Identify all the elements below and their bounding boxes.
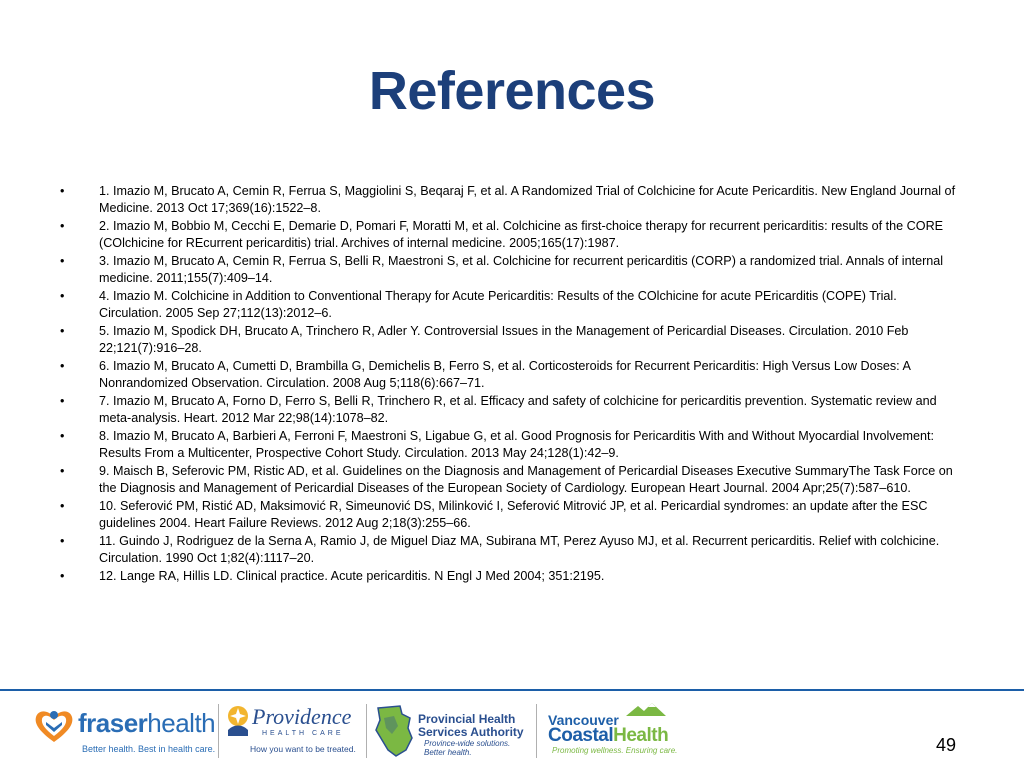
mountain-icon [626, 702, 666, 716]
reference-text: 12. Lange RA, Hillis LD. Clinical practice. Acute pericarditis. N Engl J Med 2004; 351:2195. [99, 569, 605, 583]
reference-item [58, 463, 963, 497]
bullet: • [60, 534, 65, 548]
bullet: • [60, 219, 65, 233]
phsa-name-line2: Services Authority [418, 725, 524, 739]
reference-text: 9. Maisch B, Seferovic PM, Ristic AD, et al. Guidelines on the Diagnosis and Management of Pericardial Diseases Executive SummaryThe Task Force on the Diagnosis and Management of Pericardial Diseases of the European Society of Cardiology. European Heart Journal. 2004 Apr;25(7):587–610. [99, 464, 953, 495]
reference-text: 8. Imazio M, Brucato A, Barbieri A, Ferroni F, Maestroni S, Ligabue G, et al. Good Prognosis for Pericarditis With and Without Myocardial Involvement: Results From a Multicenter, Prospective Cohort Study. Circulation. 2013 May 24;128(1):42–9. [99, 429, 935, 460]
phsa-logo [374, 702, 534, 762]
logo-separator [218, 704, 219, 758]
phsa-tagline-line2: Better health. [424, 748, 472, 757]
providence-tagline: How you want to be treated. [250, 744, 356, 754]
bullet: • [60, 569, 65, 583]
bullet: • [60, 184, 65, 198]
vch-name-health: Health [613, 725, 669, 746]
reference-item [58, 253, 963, 287]
reference-item [58, 323, 963, 357]
reference-item [58, 498, 963, 532]
vch-name-coastal: Coastal [548, 725, 614, 746]
bullet: • [60, 359, 65, 373]
reference-item [58, 183, 963, 217]
reference-item [58, 358, 963, 392]
bullet: • [60, 499, 65, 513]
bullet: • [60, 324, 65, 338]
reference-text: 5. Imazio M, Spodick DH, Brucato A, Trinchero R, Adler Y. Controversial Issues in the Management of Pericardial Diseases. Circulation. 2010 Feb 22;121(7):916–28. [99, 324, 909, 355]
vch-logo [546, 702, 676, 762]
reference-item [58, 428, 963, 462]
bullet: • [60, 464, 65, 478]
reference-text: 10. Seferović PM, Ristić AD, Maksimović R, Simeunović DS, Milinković I, Seferović Mitrović JP, et al. Pericardial syndromes: an update after the ESC guidelines 2004. Heart Failure Reviews. 2012 Aug 2;18(3):255–66. [99, 499, 928, 530]
reference-item [58, 533, 963, 567]
reference-item [58, 393, 963, 427]
vch-tagline: Promoting wellness. Ensuring care. [552, 746, 678, 755]
bullet: • [60, 394, 65, 408]
bullet: • [60, 254, 65, 268]
providence-subtitle: HEALTH CARE [262, 730, 344, 737]
fraser-health-name-light: health [147, 708, 216, 738]
footer-logos [0, 700, 1024, 764]
heart-figure-icon [32, 706, 76, 746]
reference-text: 3. Imazio M, Brucato A, Cemin R, Ferrua S, Belli R, Maestroni S, et al. Colchicine for recurrent pericarditis (CORP) a randomized trial. Annals of internal medicine. 2011;155(7):409–14. [99, 254, 944, 285]
phsa-tagline-line1: Province-wide solutions. [424, 739, 511, 748]
bullet: • [60, 429, 65, 443]
phsa-name-line1: Provincial Health [418, 712, 516, 726]
bc-map-icon [374, 704, 414, 758]
references-list [58, 183, 963, 586]
reference-item [58, 568, 963, 585]
logo-separator [536, 704, 537, 758]
bullet: • [60, 289, 65, 303]
providence-wordmark: Providence [252, 704, 352, 729]
reference-text: 4. Imazio M. Colchicine in Addition to Conventional Therapy for Acute Pericarditis: Results of the COlchicine for acute PEricarditis (COPE) Trial. Circulation. 2005 Sep 27;112(13):2012–6. [99, 289, 897, 320]
logo-separator [366, 704, 367, 758]
reference-text: 7. Imazio M, Brucato A, Forno D, Ferro S, Belli R, Trinchero R, et al. Efficacy and safety of colchicine for pericarditis prevention. Systematic review and meta-analysis. Heart. 2012 Mar 22;98(14):1078–82. [99, 394, 937, 425]
vch-name-line1: Vancouver [548, 712, 619, 728]
reference-text: 6. Imazio M, Brucato A, Cumetti D, Brambilla G, Demichelis B, Ferro S, et al. Corticosteroids for Recurrent Pericarditis: High Versus Low Doses: A Nonrandomized Observation. Circulation. 2008 Aug 5;118(6):667–71. [99, 359, 911, 390]
reference-item [58, 288, 963, 322]
slide-title: References [368, 61, 656, 121]
fraser-health-logo [32, 702, 216, 762]
page-number: 49 [935, 735, 956, 755]
fraser-health-wordmark [78, 708, 215, 739]
reference-text: 11. Guindo J, Rodriguez de la Serna A, Ramio J, de Miguel Diaz MA, Subirana MT, Perez Ayuso MJ, et al. Recurrent pericarditis. Relief with colchicine. Circulation. 1990 Oct 1;82(4):1117–20. [99, 534, 940, 565]
footer-divider [0, 689, 1024, 691]
providence-logo [224, 702, 364, 762]
providence-emblem-icon [224, 704, 252, 738]
reference-text: 1. Imazio M, Brucato A, Cemin R, Ferrua S, Maggiolini S, Beqaraj F, et al. A Randomized Trial of Colchicine for Acute Pericarditis. New England Journal of Medicine. 2013 Oct 17;369(16):1522–8. [99, 184, 956, 215]
vch-name-line2 [548, 725, 668, 747]
fraser-health-tagline: Better health. Best in health care. [82, 744, 216, 754]
fraser-health-name-bold: fraser [78, 708, 148, 738]
reference-text: 2. Imazio M, Bobbio M, Cecchi E, Demarie D, Pomari F, Moratti M, et al. Colchicine as first-choice therapy for recurrent pericarditis: results of the CORE (COlchicine for REcurrent pericarditis) trial. Archives of internal medicine. 2005;165(17):1987. [99, 219, 944, 250]
reference-item [58, 218, 963, 252]
